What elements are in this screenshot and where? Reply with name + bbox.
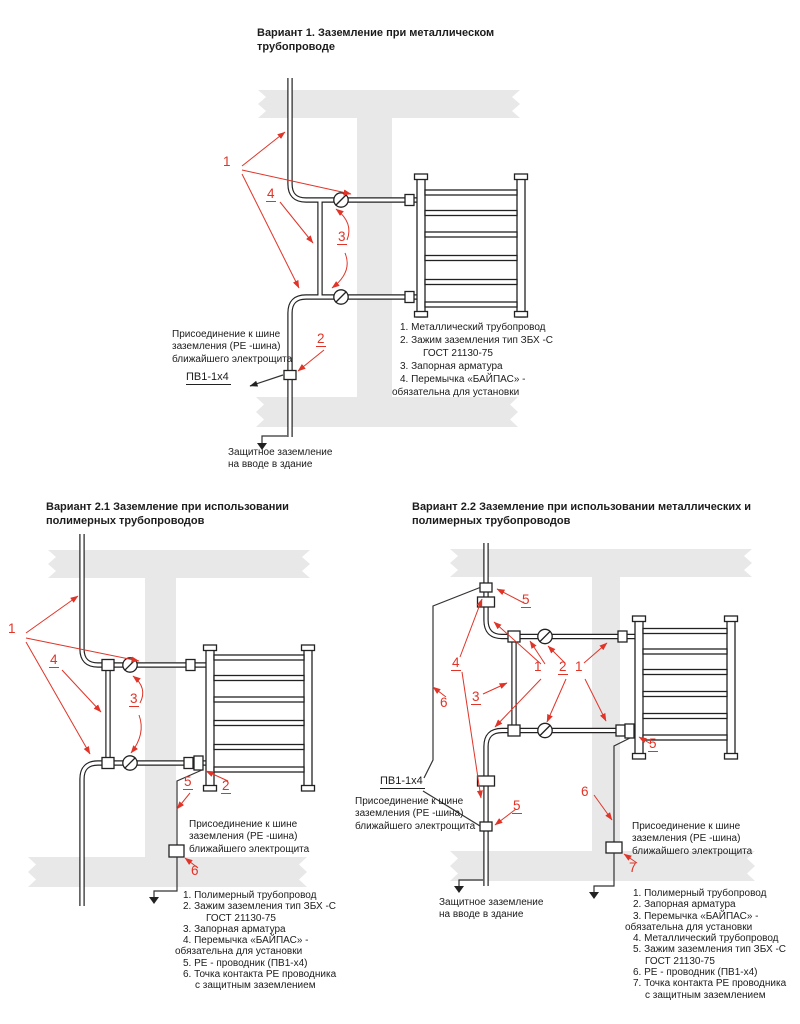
v22-callout-5-top: 5 — [522, 592, 530, 607]
v21-callout-3: 3 — [130, 691, 138, 706]
v1-ground-label: Защитное заземление на вводе в здание — [228, 447, 333, 471]
v22-callout-5-right: 5 — [649, 736, 657, 751]
v1-bus-label: Присоединение к шине заземления (PE -шина) ближайшего электрощита — [172, 329, 293, 365]
v21-title — [46, 501, 289, 528]
v21-title-line1: Вариант 2.1 Заземление при использовании — [46, 501, 289, 513]
v21-title-line2: полимерных трубопроводов — [46, 514, 205, 527]
v21-pipe-network — [82, 534, 206, 906]
v22-callout-7: 7 — [629, 860, 637, 875]
v21-radiator — [204, 645, 315, 791]
v21-callout-2: 2 — [222, 778, 230, 793]
v1-callout-1: 1 — [223, 154, 231, 169]
v1-callout-3: 3 — [338, 229, 346, 244]
v22-callout-6-bottom: 6 — [581, 784, 589, 799]
v1-radiator — [415, 174, 528, 317]
v1-title-line1: Вариант 1. Заземление при металлическом — [257, 27, 495, 39]
v1-legend: 1. Металлический трубопровод 2. Зажим заземления тип ЗБХ -С ГОСТ 21130-75 3. Запорная арматура 4. Перемычка «БАЙПАС» - обязательна для установки — [392, 322, 554, 398]
v21-callout-5: 5 — [184, 774, 192, 789]
v22-riser-bottom-clamp — [480, 822, 492, 831]
v21-valves — [123, 658, 137, 770]
v22-wire-label: ПВ1-1x4 — [380, 775, 423, 787]
v22-legend: 1. Полимерный трубопровод 2. Запорная арматура 3. Перемычка «БАЙПАС» - обязательна для установки 4. Металлический трубопровод 5. Зажим заземления тип ЗБХ -С ГОСТ 21130-75 6. PE - проводник (ПВ1-x4) 7. Точка контакта PE проводника с защитным заземлением — [625, 888, 787, 1001]
v22-pe-conductor-left — [423, 588, 480, 827]
v22-ground-symbol — [454, 880, 483, 893]
v21-stub-clamp — [194, 756, 203, 770]
v22-title-line2: полимерных трубопроводов — [412, 514, 571, 527]
v22-bus-label-left: Присоединение к шине заземления (PE -шина) ближайшего электрощита — [355, 796, 476, 832]
v22-callout-4: 4 — [452, 655, 460, 670]
v1-ground-clamp — [284, 371, 296, 380]
v22-callout-2: 2 — [559, 659, 567, 674]
v21-legend: 1. Полимерный трубопровод 2. Зажим заземления тип ЗБХ -С ГОСТ 21130-75 3. Запорная арматура 4. Перемычка «БАЙПАС» - обязательна для установки 5. PE - проводник (ПВ1-x4) 6. Точка контакта PE проводника с защитным заземлением — [175, 890, 337, 992]
v22-callout-6-left: 6 — [440, 695, 448, 710]
v22-stub-clamp — [625, 724, 634, 738]
v22-bus-label-right: Присоединение к шине заземления (PE -шина) ближайшего электрощита — [632, 821, 753, 857]
v1-callout-4: 4 — [267, 186, 275, 201]
v21-bus-label: Присоединение к шине заземления (PE -шина) ближайшего электрощита — [189, 819, 310, 855]
v22-title-line1: Вариант 2.2 Заземление при использовании металлических и — [412, 501, 752, 513]
v21-contact-box — [169, 845, 184, 857]
v1-title-line2: трубопроводе — [257, 40, 335, 53]
v1-wire-label: ПВ1-1x4 — [186, 371, 229, 383]
v22-callout-3: 3 — [472, 689, 480, 704]
v1-wire-label-leader — [250, 375, 283, 386]
v1-title — [257, 27, 494, 54]
v21-callout-6: 6 — [191, 863, 199, 878]
v21-callout-1: 1 — [8, 621, 16, 636]
v22-callout-5-lower: 5 — [513, 798, 521, 813]
v22-contact-box — [606, 842, 622, 853]
v22-valves — [538, 629, 552, 737]
v22-riser-top-clamp — [480, 583, 492, 592]
v22-callout-1-right: 1 — [575, 659, 583, 674]
v22-title — [412, 501, 751, 528]
v22-callout-1-center: 1 — [534, 659, 542, 674]
v22-bottom-coupling — [478, 776, 495, 786]
v22-ground-label: Защитное заземление на вводе в здание — [439, 897, 544, 921]
v1-callout-2: 2 — [317, 331, 325, 346]
v21-callout-4: 4 — [50, 652, 58, 667]
